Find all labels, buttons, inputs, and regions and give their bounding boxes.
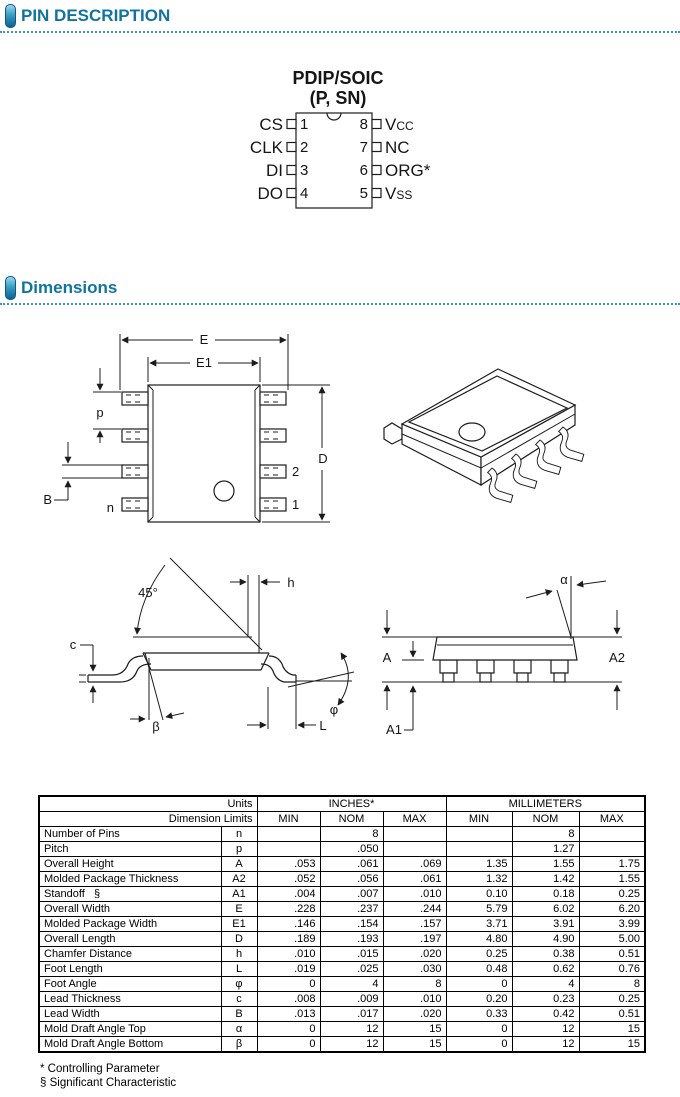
pin-label-clk: CLK <box>249 138 283 157</box>
dimension-value-cell: 6.02 <box>512 902 579 917</box>
pin-number: 4 <box>300 185 309 202</box>
dimension-value-cell: 1.55 <box>579 872 645 887</box>
dimension-name-cell: Overall Height <box>39 857 221 872</box>
table-row <box>39 842 645 857</box>
dimension-value-cell <box>383 827 446 842</box>
section-bullet-icon <box>5 4 16 28</box>
end-view-leads <box>440 660 568 682</box>
table-row <box>39 977 645 992</box>
dimension-value-cell: .056 <box>320 872 383 887</box>
dim-label-l: L <box>319 718 327 733</box>
dimension-value-cell: 4 <box>320 977 383 992</box>
dimension-value-cell: 0.76 <box>579 962 645 977</box>
dimension-name-cell: Mold Draft Angle Bottom <box>39 1037 221 1053</box>
dimension-value-cell: 3.99 <box>579 917 645 932</box>
dotted-divider <box>0 303 680 305</box>
dimension-value-cell: .157 <box>383 917 446 932</box>
dimension-value-cell: .154 <box>320 917 383 932</box>
nom-header-cell: NOM <box>512 812 579 827</box>
package-dimension-drawings <box>0 320 680 792</box>
dimension-value-cell: 0 <box>257 1037 320 1053</box>
pin-number: 5 <box>359 185 368 202</box>
millimeters-header-cell: MILLIMETERS <box>446 796 645 812</box>
dimension-value-cell: .050 <box>320 842 383 857</box>
dimension-value-cell: .008 <box>257 992 320 1007</box>
dimension-value-cell: 0.23 <box>512 992 579 1007</box>
dimension-value-cell: 8 <box>579 977 645 992</box>
pin-label-nc: NC <box>385 138 410 157</box>
dimension-symbol-cell: E <box>221 902 257 917</box>
dimension-value-cell: 6.20 <box>579 902 645 917</box>
dimension-value-cell: 5.79 <box>446 902 512 917</box>
dim-label-a1: A1 <box>386 722 402 737</box>
table-row <box>39 947 645 962</box>
dimension-value-cell: .020 <box>383 947 446 962</box>
section-bullet-icon <box>5 276 16 300</box>
dimension-value-cell: 12 <box>512 1022 579 1037</box>
dim-label-phi: φ <box>329 702 339 717</box>
pin-label-vss: VSS <box>385 184 413 203</box>
dimension-symbol-cell: n <box>221 827 257 842</box>
dimension-symbol-cell: A2 <box>221 872 257 887</box>
table-row <box>39 887 645 902</box>
dimension-value-cell: 8 <box>320 827 383 842</box>
pin-label-org: ORG* <box>385 161 431 180</box>
dimension-name-cell: Molded Package Thickness <box>39 872 221 887</box>
dimension-name-cell: Pitch <box>39 842 221 857</box>
dimension-symbol-cell: h <box>221 947 257 962</box>
dimension-symbol-cell: A1 <box>221 887 257 902</box>
dimension-value-cell: .061 <box>320 857 383 872</box>
soic-side-view <box>70 558 354 734</box>
dimension-name-cell: Overall Length <box>39 932 221 947</box>
dimension-value-cell: 8 <box>512 827 579 842</box>
dimension-symbol-cell: A <box>221 857 257 872</box>
inches-header-cell: INCHES* <box>257 796 446 812</box>
table-row <box>39 902 645 917</box>
dimension-value-cell: 0.25 <box>579 887 645 902</box>
dimension-value-cell: 0.62 <box>512 962 579 977</box>
dimension-name-cell: Foot Length <box>39 962 221 977</box>
dim-label-d: D <box>318 451 328 466</box>
dim-label-45deg: 45° <box>138 585 158 600</box>
dimension-symbol-cell: E1 <box>221 917 257 932</box>
dimension-value-cell: 0 <box>446 1022 512 1037</box>
dimension-value-cell: .013 <box>257 1007 320 1022</box>
dimension-value-cell: .052 <box>257 872 320 887</box>
dimension-symbol-cell: L <box>221 962 257 977</box>
table-header-row-units <box>39 796 645 812</box>
dim-label-b: B <box>43 492 52 507</box>
dimension-name-cell: Standoff § <box>39 887 221 902</box>
pin-number: 6 <box>359 162 368 179</box>
pin-labels-left <box>250 115 284 203</box>
pin-number: 7 <box>359 139 368 156</box>
dimension-value-cell: .061 <box>383 872 446 887</box>
pin-diagram <box>0 55 680 270</box>
pin-labels-right <box>385 115 431 203</box>
footnote: * Controlling Parameter <box>40 1063 160 1075</box>
dimension-value-cell: 0 <box>257 1022 320 1037</box>
units-header-cell: Units <box>39 796 257 812</box>
dimension-value-cell: .009 <box>320 992 383 1007</box>
dimension-limits-header-cell: Dimension Limits <box>39 812 257 827</box>
dimension-value-cell: 1.55 <box>512 857 579 872</box>
dimension-value-cell: 4.90 <box>512 932 579 947</box>
dimension-value-cell: 5.00 <box>579 932 645 947</box>
dimension-name-cell: Overall Width <box>39 902 221 917</box>
dimension-value-cell: 12 <box>320 1022 383 1037</box>
dimension-value-cell: 0.10 <box>446 887 512 902</box>
dimension-value-cell <box>383 842 446 857</box>
top-view-pins-left <box>122 392 148 511</box>
dimension-name-cell: Number of Pins <box>39 827 221 842</box>
pin-label-cs: CS <box>259 115 283 134</box>
dim-label-c: c <box>69 637 77 652</box>
dimension-value-cell: 0 <box>257 977 320 992</box>
dim-label-h: h <box>287 575 295 590</box>
dimension-value-cell: 0.18 <box>512 887 579 902</box>
table-header-row-limits <box>39 812 645 827</box>
section-title: Dimensions <box>21 278 118 297</box>
table-row <box>39 962 645 977</box>
dim-label-e1: E1 <box>196 355 212 370</box>
dimension-value-cell: 12 <box>320 1037 383 1053</box>
max-header-cell: MAX <box>579 812 645 827</box>
dimension-value-cell: 0.51 <box>579 947 645 962</box>
dim-label-n: n <box>106 500 114 515</box>
dimension-value-cell: 0 <box>446 1037 512 1053</box>
table-row <box>39 872 645 887</box>
dimension-symbol-cell: D <box>221 932 257 947</box>
dimension-name-cell: Mold Draft Angle Top <box>39 1022 221 1037</box>
dimension-value-cell: .015 <box>320 947 383 962</box>
dimension-value-cell: 0.25 <box>579 992 645 1007</box>
dimension-value-cell: .010 <box>257 947 320 962</box>
dimension-value-cell: 0.20 <box>446 992 512 1007</box>
dimension-value-cell: 0 <box>446 977 512 992</box>
dimension-value-cell: 15 <box>383 1037 446 1053</box>
dimension-value-cell <box>446 842 512 857</box>
dimension-value-cell: .010 <box>383 992 446 1007</box>
dimension-value-cell: .030 <box>383 962 446 977</box>
dimensions-header <box>5 276 117 300</box>
dimension-value-cell: .244 <box>383 902 446 917</box>
dotted-divider <box>0 31 680 33</box>
dimension-value-cell <box>579 827 645 842</box>
dimension-value-cell: .197 <box>383 932 446 947</box>
min-header-cell: MIN <box>446 812 512 827</box>
dim-label-p: p <box>96 405 104 420</box>
table-row <box>39 1037 645 1053</box>
dimension-value-cell <box>257 842 320 857</box>
dimension-value-cell: 4 <box>512 977 579 992</box>
footnote: § Significant Characteristic <box>40 1077 177 1089</box>
dimension-symbol-cell: β <box>221 1037 257 1053</box>
dimension-value-cell: .193 <box>320 932 383 947</box>
table-row <box>39 1007 645 1022</box>
dimension-value-cell: .069 <box>383 857 446 872</box>
dim-label-alpha: α <box>560 572 568 587</box>
pin-number: 2 <box>300 139 309 156</box>
dim-label-e: E <box>199 332 209 347</box>
dimension-value-cell: 15 <box>383 1022 446 1037</box>
pin-number: 1 <box>300 116 309 133</box>
min-header-cell: MIN <box>257 812 320 827</box>
dimension-value-cell: 1.32 <box>446 872 512 887</box>
page-title: PIN DESCRIPTION <box>21 6 171 25</box>
dimension-symbol-cell: α <box>221 1022 257 1037</box>
dimension-value-cell: .019 <box>257 962 320 977</box>
dimension-value-cell: .007 <box>320 887 383 902</box>
dim-label-pin1: 1 <box>292 497 300 512</box>
dimension-value-cell: .017 <box>320 1007 383 1022</box>
dimension-name-cell: Foot Angle <box>39 977 221 992</box>
pin-number: 8 <box>359 116 368 133</box>
dimension-value-cell: 0.38 <box>512 947 579 962</box>
dimension-value-cell: 1.42 <box>512 872 579 887</box>
soic-end-view <box>382 572 625 737</box>
dimension-value-cell: 15 <box>579 1022 645 1037</box>
dimension-value-cell: 15 <box>579 1037 645 1053</box>
dimension-name-cell: Chamfer Distance <box>39 947 221 962</box>
pin-label-vcc: VCC <box>385 115 414 134</box>
dimension-value-cell: 3.91 <box>512 917 579 932</box>
dimension-value-cell <box>446 827 512 842</box>
nom-header-cell: NOM <box>320 812 383 827</box>
table-row <box>39 992 645 1007</box>
dimension-name-cell: Lead Thickness <box>39 992 221 1007</box>
dimension-value-cell: 1.35 <box>446 857 512 872</box>
dimension-value-cell: 4.80 <box>446 932 512 947</box>
dimension-value-cell: 1.27 <box>512 842 579 857</box>
table-row <box>39 857 645 872</box>
dimension-value-cell: 0.33 <box>446 1007 512 1022</box>
dimension-symbol-cell: p <box>221 842 257 857</box>
dimension-symbol-cell: B <box>221 1007 257 1022</box>
dimension-value-cell: .010 <box>383 887 446 902</box>
dimension-value-cell: .025 <box>320 962 383 977</box>
dimension-symbol-cell: c <box>221 992 257 1007</box>
dimension-symbol-cell: φ <box>221 977 257 992</box>
pin-label-di: DI <box>266 161 283 180</box>
dimension-value-cell: 0.25 <box>446 947 512 962</box>
table-row <box>39 1022 645 1037</box>
dim-label-a: A <box>382 650 392 665</box>
footnotes <box>40 1062 176 1090</box>
dimension-value-cell: 3.71 <box>446 917 512 932</box>
package-title-line1: PDIP/SOIC <box>292 68 384 88</box>
dimension-name-cell: Molded Package Width <box>39 917 221 932</box>
dimension-table <box>38 795 646 1053</box>
dimension-value-cell: 0.51 <box>579 1007 645 1022</box>
dimension-value-cell <box>579 842 645 857</box>
table-row <box>39 827 645 842</box>
dim-label-a2: A2 <box>609 650 625 665</box>
dimension-value-cell: 0.48 <box>446 962 512 977</box>
max-header-cell: MAX <box>383 812 446 827</box>
dimension-value-cell: .146 <box>257 917 320 932</box>
soic-isometric-view <box>384 369 586 507</box>
dim-label-pin2: 2 <box>292 464 300 479</box>
table-row <box>39 932 645 947</box>
package-title-line2: (P, SN) <box>309 88 367 108</box>
dimension-value-cell: .053 <box>257 857 320 872</box>
dimension-value-cell: 0.42 <box>512 1007 579 1022</box>
dim-label-beta: β <box>152 719 160 734</box>
table-row <box>39 917 645 932</box>
soic-top-view <box>43 332 330 522</box>
dimension-value-cell: .237 <box>320 902 383 917</box>
pin-description-header <box>5 4 170 28</box>
top-view-pins-right <box>260 392 286 511</box>
pin-number: 3 <box>300 162 309 179</box>
dimension-value-cell: .189 <box>257 932 320 947</box>
dimension-value-cell: 12 <box>512 1037 579 1053</box>
pin-label-do: DO <box>257 184 283 203</box>
dimension-name-cell: Lead Width <box>39 1007 221 1022</box>
dimension-value-cell: .228 <box>257 902 320 917</box>
dimension-value-cell: .004 <box>257 887 320 902</box>
dimension-value-cell: .020 <box>383 1007 446 1022</box>
dimension-value-cell: 8 <box>383 977 446 992</box>
dimension-table-body <box>39 827 645 1053</box>
dimension-value-cell: 1.75 <box>579 857 645 872</box>
dimension-value-cell <box>257 827 320 842</box>
